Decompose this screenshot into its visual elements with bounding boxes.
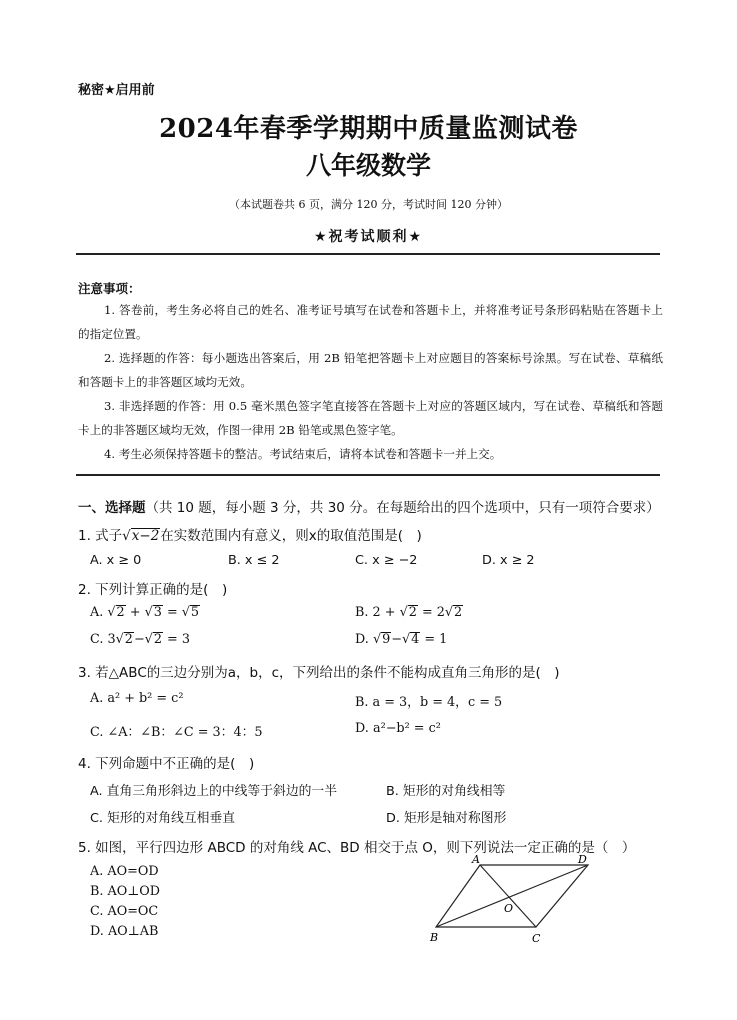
note-item-3: 3. 非选择题的作答：用 0.5 毫米黑色签字笔直接答在答题卡上对应的答题区域内，写在试卷、草稿纸和答题卡上的非答题区域均无效，作图一律用 2B 铅笔或黑色签字笔。	[78, 399, 663, 437]
q4-option-c: C. 矩形的对角线互相垂直	[90, 811, 236, 826]
q2-option-a: A. √2 + √3 = √5	[90, 605, 200, 620]
q1-option-b: B. x ≤ 2	[228, 553, 280, 568]
exam-subject: 八年级数学	[305, 151, 431, 180]
note-item-4: 4. 考生必须保持答题卡的整洁。考试结束后，请将本试卷和答题卡一并上交。	[104, 447, 502, 461]
q2-option-b: B. 2 + √2 = 2√2	[355, 605, 463, 620]
q1-option-d: D. x ≥ 2	[482, 553, 535, 568]
q5-option-c: C. AO=OC	[90, 904, 159, 919]
confidential-label: 秘密★启用前	[78, 83, 155, 98]
exam-info: （本试题卷共 6 页，满分 120 分，考试时间 120 分钟）	[229, 198, 508, 211]
q1-pre: 1. 式子	[78, 528, 123, 544]
q5-option-a: A. AO=OD	[90, 864, 159, 879]
q4-option-b: B. 矩形的对角线相等	[386, 784, 506, 799]
notes-heading: 注意事项：	[78, 281, 141, 296]
note-item-2: 2. 选择题的作答：每小题选出答案后，用 2B 铅笔把答题卡上对应题目的答案标号涂黑。写在试卷、草稿纸和答题卡上的非答题区域均无效。	[78, 351, 663, 389]
section-heading	[78, 496, 660, 516]
question-3-stem: 3. 若△ABC的三边分别为a，b，c，下列给出的条件不能构成直角三角形的是( )	[78, 665, 560, 681]
q5-option-b: B. AO⊥OD	[90, 884, 161, 899]
q1-post: 在实数范围内有意义，则x的取值范围是( )	[160, 528, 422, 544]
question-2-stem: 2. 下列计算正确的是( )	[78, 582, 228, 598]
vertex-label-a: A	[472, 855, 480, 866]
vertex-label-d: D	[578, 855, 587, 866]
q4-option-d: D. 矩形是轴对称图形	[386, 811, 507, 826]
exam-title: 2024年春季学期期中质量监测试卷	[159, 114, 578, 144]
q2-option-c: C. 3√2−√2 = 3	[90, 632, 190, 647]
note-item-1: 1. 答卷前，考生务必将自己的姓名、准考证号填写在试卷和答题卡上，并将准考证号条形码粘贴在答题卡上的指定位置。	[78, 303, 663, 341]
q1-option-a: A. x ≥ 0	[90, 553, 142, 568]
section-title: 一、选择题	[78, 500, 146, 516]
vertex-label-b: B	[430, 931, 439, 944]
diagonal-ac	[480, 865, 536, 927]
question-1-stem: 1. 式子√x−2在实数范围内有意义，则x的取值范围是( )	[78, 528, 422, 544]
q3-option-a: A. a² + b² = c²	[90, 691, 184, 706]
parallelogram-figure	[428, 855, 598, 950]
q3-option-d: D. a²−b² = c²	[355, 721, 441, 736]
q1-radicand: x−2	[131, 528, 160, 544]
divider-top	[76, 253, 660, 255]
vertex-label-c: C	[532, 932, 541, 945]
divider-notes	[76, 474, 660, 476]
question-5-stem: 5. 如图，平行四边形 ABCD 的对角线 AC、BD 相交于点 O，则下列说法一定正确的是（ ）	[78, 840, 636, 856]
q2-option-d: D. √9−√4 = 1	[355, 632, 448, 647]
q3-option-b: B. a = 3，b = 4，c = 5	[355, 695, 503, 710]
q3-option-c: C. ∠A：∠B：∠C = 3：4：5	[90, 725, 263, 740]
section-desc: （共 10 题，每小题 3 分，共 30 分。在每题给出的四个选项中，只有一项符合要求）	[145, 500, 660, 516]
q1-option-c: C. x ≥ −2	[355, 553, 418, 568]
q5-option-d: D. AO⊥AB	[90, 924, 159, 939]
good-luck-line: ★祝考试顺利★	[313, 229, 424, 245]
center-label-o: O	[504, 902, 514, 915]
diagonal-bd	[436, 865, 588, 927]
question-4-stem: 4. 下列命题中不正确的是( )	[78, 756, 255, 772]
q4-option-a: A. 直角三角形斜边上的中线等于斜边的一半	[90, 784, 338, 799]
